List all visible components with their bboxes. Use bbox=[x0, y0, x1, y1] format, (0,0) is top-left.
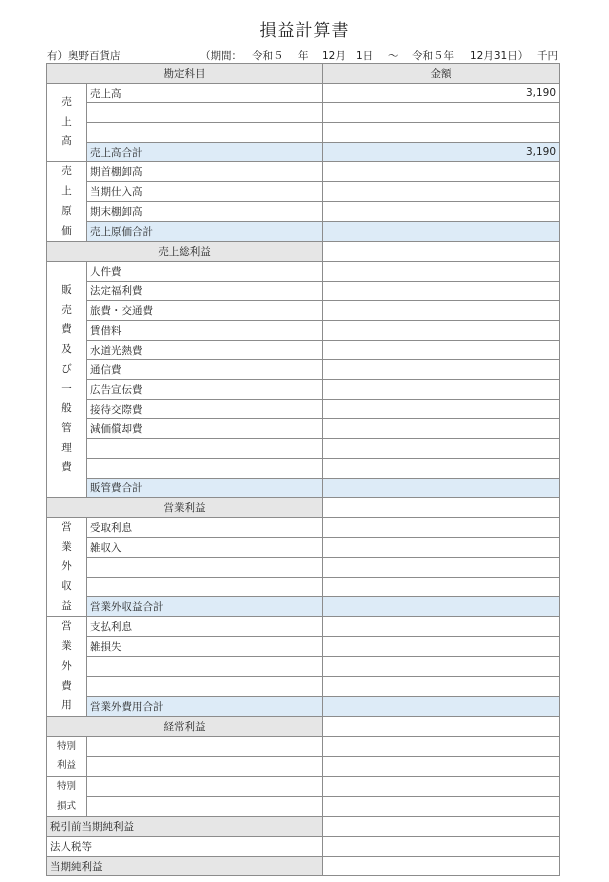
account-name: 当期仕入高 bbox=[87, 182, 323, 202]
sales-section-label: 売 上 高 bbox=[47, 83, 87, 162]
table-row bbox=[47, 458, 560, 478]
table-header-row bbox=[47, 64, 560, 84]
pretax-profit-label: 税引前当期純利益 bbox=[47, 817, 323, 837]
account-name: 法定福利費 bbox=[87, 281, 323, 301]
extraordinary-gain-label: 特別 利益 bbox=[47, 736, 87, 776]
account-name: 売上高 bbox=[87, 83, 323, 103]
account-name: 支払利息 bbox=[87, 617, 323, 637]
amount-cell bbox=[323, 380, 560, 400]
sga-section-label: 販 売 費 及 び 一 般 管 理 費 bbox=[47, 261, 87, 497]
subtotal-row bbox=[47, 142, 560, 162]
table-row bbox=[47, 517, 560, 537]
table-row bbox=[47, 756, 560, 776]
corporate-tax-amount bbox=[323, 837, 560, 857]
table-row bbox=[47, 281, 560, 301]
account-name: 賃借料 bbox=[87, 321, 323, 341]
account-name bbox=[87, 577, 323, 597]
amount-cell bbox=[323, 301, 560, 321]
amount-cell bbox=[323, 419, 560, 439]
non-op-income-total-label: 営業外収益合計 bbox=[87, 597, 323, 617]
ordinary-profit-label: 経常利益 bbox=[47, 716, 323, 736]
cogs-total-amount bbox=[323, 222, 560, 242]
account-name: 減価償却費 bbox=[87, 419, 323, 439]
subtotal-row bbox=[47, 222, 560, 242]
sga-total-label: 販管費合計 bbox=[87, 478, 323, 498]
amount-cell bbox=[323, 162, 560, 182]
summary-row bbox=[47, 498, 560, 518]
amount-cell bbox=[323, 756, 560, 776]
currency-unit: 千円 bbox=[537, 50, 558, 62]
period-end-era: 令和５年 bbox=[412, 50, 454, 62]
amount-cell bbox=[323, 261, 560, 281]
table-row bbox=[47, 637, 560, 657]
account-name: 旅費・交通費 bbox=[87, 301, 323, 321]
table-row bbox=[47, 577, 560, 597]
table-row bbox=[47, 657, 560, 677]
cogs-total-label: 売上原価合計 bbox=[87, 222, 323, 242]
amount-cell bbox=[323, 736, 560, 756]
extraordinary-loss-label: 特別 損式 bbox=[47, 777, 87, 817]
non-op-expense-section-label: 営 業 外 費 用 bbox=[47, 617, 87, 717]
operating-profit-amount bbox=[323, 498, 560, 518]
amount-cell bbox=[323, 439, 560, 459]
account-name: 広告宣伝費 bbox=[87, 380, 323, 400]
account-name bbox=[87, 458, 323, 478]
operating-profit-label: 営業利益 bbox=[47, 498, 323, 518]
table-row bbox=[47, 419, 560, 439]
account-name: 雑収入 bbox=[87, 537, 323, 557]
account-name bbox=[87, 797, 323, 817]
account-name bbox=[87, 777, 323, 797]
sales-total-label: 売上高合計 bbox=[87, 142, 323, 162]
table-row bbox=[47, 380, 560, 400]
gross-profit-label: 売上総利益 bbox=[47, 242, 323, 262]
amount-cell bbox=[323, 182, 560, 202]
table-row bbox=[47, 439, 560, 459]
amount-cell: 3,190 bbox=[323, 83, 560, 103]
net-profit-amount bbox=[323, 856, 560, 876]
account-name: 雑損失 bbox=[87, 637, 323, 657]
table-row bbox=[47, 777, 560, 797]
period-start-year-suffix: 年 bbox=[298, 50, 309, 62]
subtotal-row bbox=[47, 478, 560, 498]
table-row bbox=[47, 321, 560, 341]
account-name bbox=[87, 756, 323, 776]
amount-cell bbox=[323, 517, 560, 537]
account-name bbox=[87, 123, 323, 143]
pretax-profit-amount bbox=[323, 817, 560, 837]
amount-cell bbox=[323, 677, 560, 697]
amount-cell bbox=[323, 637, 560, 657]
table-row bbox=[47, 261, 560, 281]
table-row bbox=[47, 301, 560, 321]
amount-cell bbox=[323, 399, 560, 419]
period-prefix: （期間： bbox=[200, 50, 242, 62]
period-end-date: 12月31日） bbox=[470, 50, 529, 62]
header-account: 勘定科目 bbox=[47, 64, 323, 84]
account-name bbox=[87, 439, 323, 459]
summary-row bbox=[47, 817, 560, 837]
summary-row bbox=[47, 242, 560, 262]
amount-cell bbox=[323, 281, 560, 301]
account-name bbox=[87, 557, 323, 577]
account-name bbox=[87, 677, 323, 697]
amount-cell bbox=[323, 458, 560, 478]
account-name: 期末棚卸高 bbox=[87, 202, 323, 222]
summary-row bbox=[47, 856, 560, 876]
period-tilde: ～ bbox=[388, 50, 399, 62]
amount-cell bbox=[323, 797, 560, 817]
net-profit-label: 当期純利益 bbox=[47, 856, 323, 876]
table-row bbox=[47, 340, 560, 360]
table-row bbox=[47, 123, 560, 143]
account-name: 受取利息 bbox=[87, 517, 323, 537]
account-name: 通信費 bbox=[87, 360, 323, 380]
account-name: 水道光熱費 bbox=[87, 340, 323, 360]
non-op-expense-total-label: 営業外費用合計 bbox=[87, 696, 323, 716]
amount-cell bbox=[323, 340, 560, 360]
table-row bbox=[47, 537, 560, 557]
account-name bbox=[87, 103, 323, 123]
ordinary-profit-amount bbox=[323, 716, 560, 736]
sga-total-amount bbox=[323, 478, 560, 498]
period-start-era: 令和５ bbox=[252, 50, 284, 62]
table-row bbox=[47, 837, 560, 857]
amount-cell bbox=[323, 777, 560, 797]
table-row bbox=[47, 83, 560, 103]
account-name bbox=[87, 657, 323, 677]
amount-cell bbox=[323, 103, 560, 123]
cogs-section-label: 売 上 原 価 bbox=[47, 162, 87, 242]
income-statement-table bbox=[46, 63, 560, 876]
non-op-expense-total-amount bbox=[323, 696, 560, 716]
corporate-tax-label: 法人税等 bbox=[47, 837, 323, 857]
table-row bbox=[47, 736, 560, 756]
table-row bbox=[47, 202, 560, 222]
non-op-income-section-label: 営 業 外 収 益 bbox=[47, 517, 87, 617]
amount-cell bbox=[323, 321, 560, 341]
table-row bbox=[47, 162, 560, 182]
period-start-day: 1日 bbox=[356, 50, 374, 62]
table-row bbox=[47, 399, 560, 419]
amount-cell bbox=[323, 123, 560, 143]
table-row bbox=[47, 677, 560, 697]
account-name: 期首棚卸高 bbox=[87, 162, 323, 182]
account-name: 人件費 bbox=[87, 261, 323, 281]
subtotal-row bbox=[47, 696, 560, 716]
page-title: 損益計算書 bbox=[259, 21, 350, 41]
non-op-income-total-amount bbox=[323, 597, 560, 617]
table-row bbox=[47, 360, 560, 380]
amount-cell bbox=[323, 202, 560, 222]
amount-cell bbox=[323, 617, 560, 637]
summary-row bbox=[47, 716, 560, 736]
amount-cell bbox=[323, 557, 560, 577]
table-row bbox=[47, 617, 560, 637]
amount-cell bbox=[323, 360, 560, 380]
header-amount: 金額 bbox=[323, 64, 560, 84]
account-name bbox=[87, 736, 323, 756]
table-row bbox=[47, 182, 560, 202]
sales-total-amount: 3,190 bbox=[323, 142, 560, 162]
subtotal-row bbox=[47, 597, 560, 617]
amount-cell bbox=[323, 537, 560, 557]
table-row bbox=[47, 797, 560, 817]
table-row bbox=[47, 103, 560, 123]
gross-profit-amount bbox=[323, 242, 560, 262]
period-start-month: 12月 bbox=[322, 50, 346, 62]
account-name: 接待交際費 bbox=[87, 399, 323, 419]
amount-cell bbox=[323, 577, 560, 597]
company-name: 有）奥野百貨店 bbox=[47, 50, 121, 62]
amount-cell bbox=[323, 657, 560, 677]
table-row bbox=[47, 557, 560, 577]
